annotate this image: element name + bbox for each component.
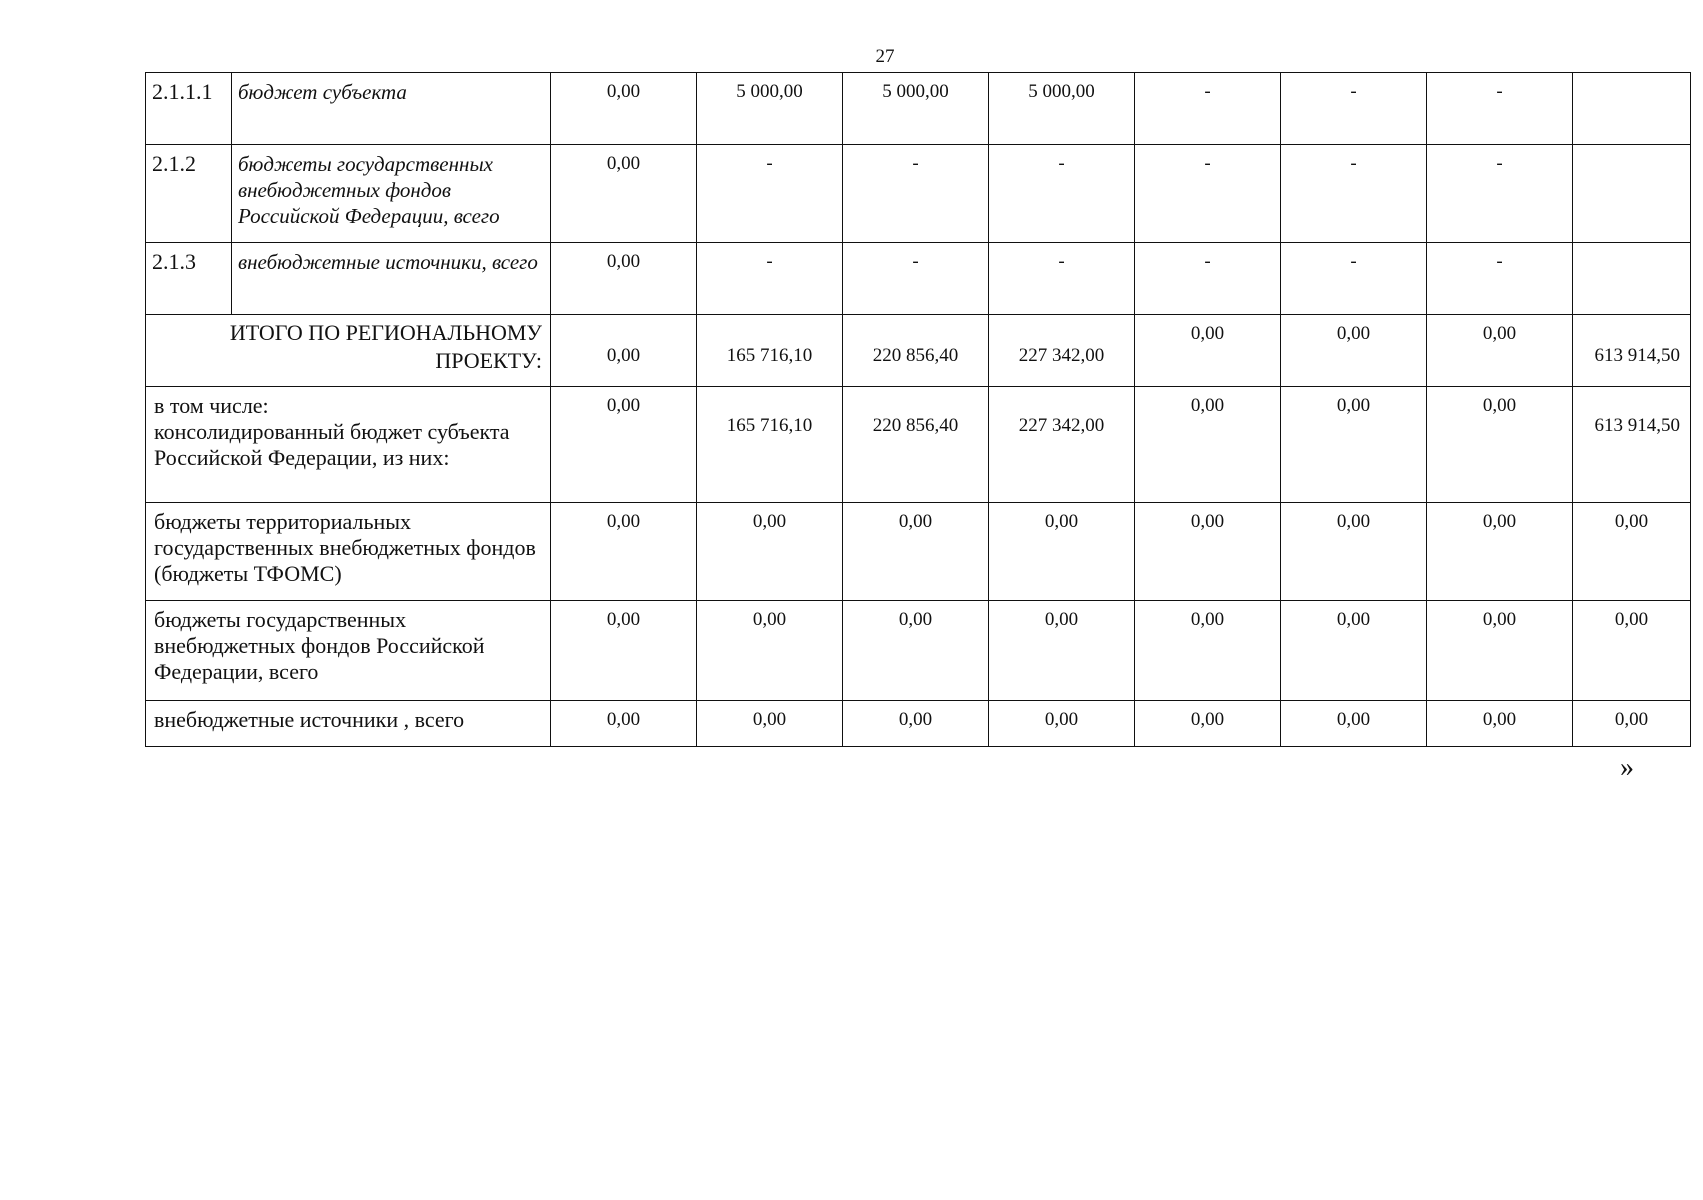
table-row xyxy=(146,701,1691,747)
row-label: бюджеты государственных внебюджетных фондов Российской Федерации, всего xyxy=(146,601,551,701)
value-cell: 0,00 xyxy=(551,701,697,747)
value-cell xyxy=(1573,243,1691,315)
table-row xyxy=(146,243,1691,315)
value-cell: 0,00 xyxy=(1135,701,1281,747)
closing-quote-mark: » xyxy=(1620,752,1634,783)
value-cell xyxy=(1573,73,1691,145)
table-row xyxy=(146,73,1691,145)
value-cell: 0,00 xyxy=(551,503,697,601)
budget-table xyxy=(145,72,1691,747)
row-name: внебюджетные источники, всего xyxy=(232,243,551,315)
value-cell: 0,00 xyxy=(1135,387,1281,503)
value-cell: - xyxy=(989,145,1135,243)
value-cell: - xyxy=(1135,145,1281,243)
value-cell: - xyxy=(1427,145,1573,243)
value-cell: 0,00 xyxy=(1573,701,1691,747)
total-label-line2: ПРОЕКТУ: xyxy=(435,348,542,373)
row-name: бюджеты государственных внебюджетных фондов Российской Федерации, всего xyxy=(232,145,551,243)
value-cell: - xyxy=(1427,73,1573,145)
value-cell: 0,00 xyxy=(551,145,697,243)
value-cell: 613 914,50 xyxy=(1573,387,1691,503)
value-cell: - xyxy=(1281,73,1427,145)
table-row xyxy=(146,145,1691,243)
value-cell: - xyxy=(843,145,989,243)
value-cell: 0,00 xyxy=(1573,601,1691,701)
row-number: 2.1.1.1 xyxy=(146,73,232,145)
total-label xyxy=(146,315,551,387)
value-cell: 0,00 xyxy=(551,73,697,145)
value-cell: 0,00 xyxy=(1281,701,1427,747)
value-cell: 0,00 xyxy=(697,601,843,701)
value-cell: 0,00 xyxy=(1281,503,1427,601)
value-cell: 0,00 xyxy=(1573,503,1691,601)
value-cell: 0,00 xyxy=(1427,601,1573,701)
value-cell xyxy=(1573,145,1691,243)
value-cell: 0,00 xyxy=(697,701,843,747)
value-cell: 220 856,40 xyxy=(843,315,989,387)
value-cell: 5 000,00 xyxy=(989,73,1135,145)
value-cell: 0,00 xyxy=(551,243,697,315)
value-cell: 227 342,00 xyxy=(989,315,1135,387)
row-number: 2.1.2 xyxy=(146,145,232,243)
total-label-line1: ИТОГО ПО РЕГИОНАЛЬНОМУ xyxy=(229,320,542,345)
value-cell: 0,00 xyxy=(843,503,989,601)
value-cell: 0,00 xyxy=(1427,315,1573,387)
total-row xyxy=(146,315,1691,387)
value-cell: 165 716,10 xyxy=(697,387,843,503)
value-cell: - xyxy=(989,243,1135,315)
row-label: внебюджетные источники , всего xyxy=(146,701,551,747)
value-cell: - xyxy=(1281,145,1427,243)
row-name: бюджет субъекта xyxy=(232,73,551,145)
value-cell: 0,00 xyxy=(1281,315,1427,387)
value-cell: 0,00 xyxy=(551,315,697,387)
value-cell: 220 856,40 xyxy=(843,387,989,503)
value-cell: 0,00 xyxy=(843,601,989,701)
value-cell: 0,00 xyxy=(1281,387,1427,503)
value-cell: 0,00 xyxy=(1135,503,1281,601)
row-label: бюджеты территориальных государственных внебюджетных фондов (бюджеты ТФОМС) xyxy=(146,503,551,601)
value-cell: 0,00 xyxy=(989,503,1135,601)
value-cell: - xyxy=(697,243,843,315)
value-cell: 613 914,50 xyxy=(1573,315,1691,387)
value-cell: 0,00 xyxy=(1135,601,1281,701)
including-label-line1: в том числе: xyxy=(154,393,269,418)
including-row xyxy=(146,387,1691,503)
value-cell: 0,00 xyxy=(989,601,1135,701)
value-cell: - xyxy=(843,243,989,315)
row-number: 2.1.3 xyxy=(146,243,232,315)
including-label xyxy=(146,387,551,503)
table-row xyxy=(146,601,1691,701)
value-cell: 0,00 xyxy=(1427,701,1573,747)
value-cell: 227 342,00 xyxy=(989,387,1135,503)
value-cell: 0,00 xyxy=(1427,387,1573,503)
value-cell: 0,00 xyxy=(697,503,843,601)
value-cell: - xyxy=(1135,73,1281,145)
value-cell: - xyxy=(1135,243,1281,315)
value-cell: - xyxy=(697,145,843,243)
including-label-line2: консолидированный бюджет субъекта Российской Федерации, из них: xyxy=(154,419,510,470)
value-cell: 0,00 xyxy=(843,701,989,747)
value-cell: 0,00 xyxy=(1427,503,1573,601)
value-cell: - xyxy=(1427,243,1573,315)
value-cell: 5 000,00 xyxy=(843,73,989,145)
value-cell: 0,00 xyxy=(989,701,1135,747)
value-cell: 0,00 xyxy=(551,387,697,503)
table-row xyxy=(146,503,1691,601)
value-cell: 0,00 xyxy=(1135,315,1281,387)
value-cell: - xyxy=(1281,243,1427,315)
page-number: 27 xyxy=(875,46,895,67)
value-cell: 165 716,10 xyxy=(697,315,843,387)
value-cell: 5 000,00 xyxy=(697,73,843,145)
value-cell: 0,00 xyxy=(1281,601,1427,701)
value-cell: 0,00 xyxy=(551,601,697,701)
